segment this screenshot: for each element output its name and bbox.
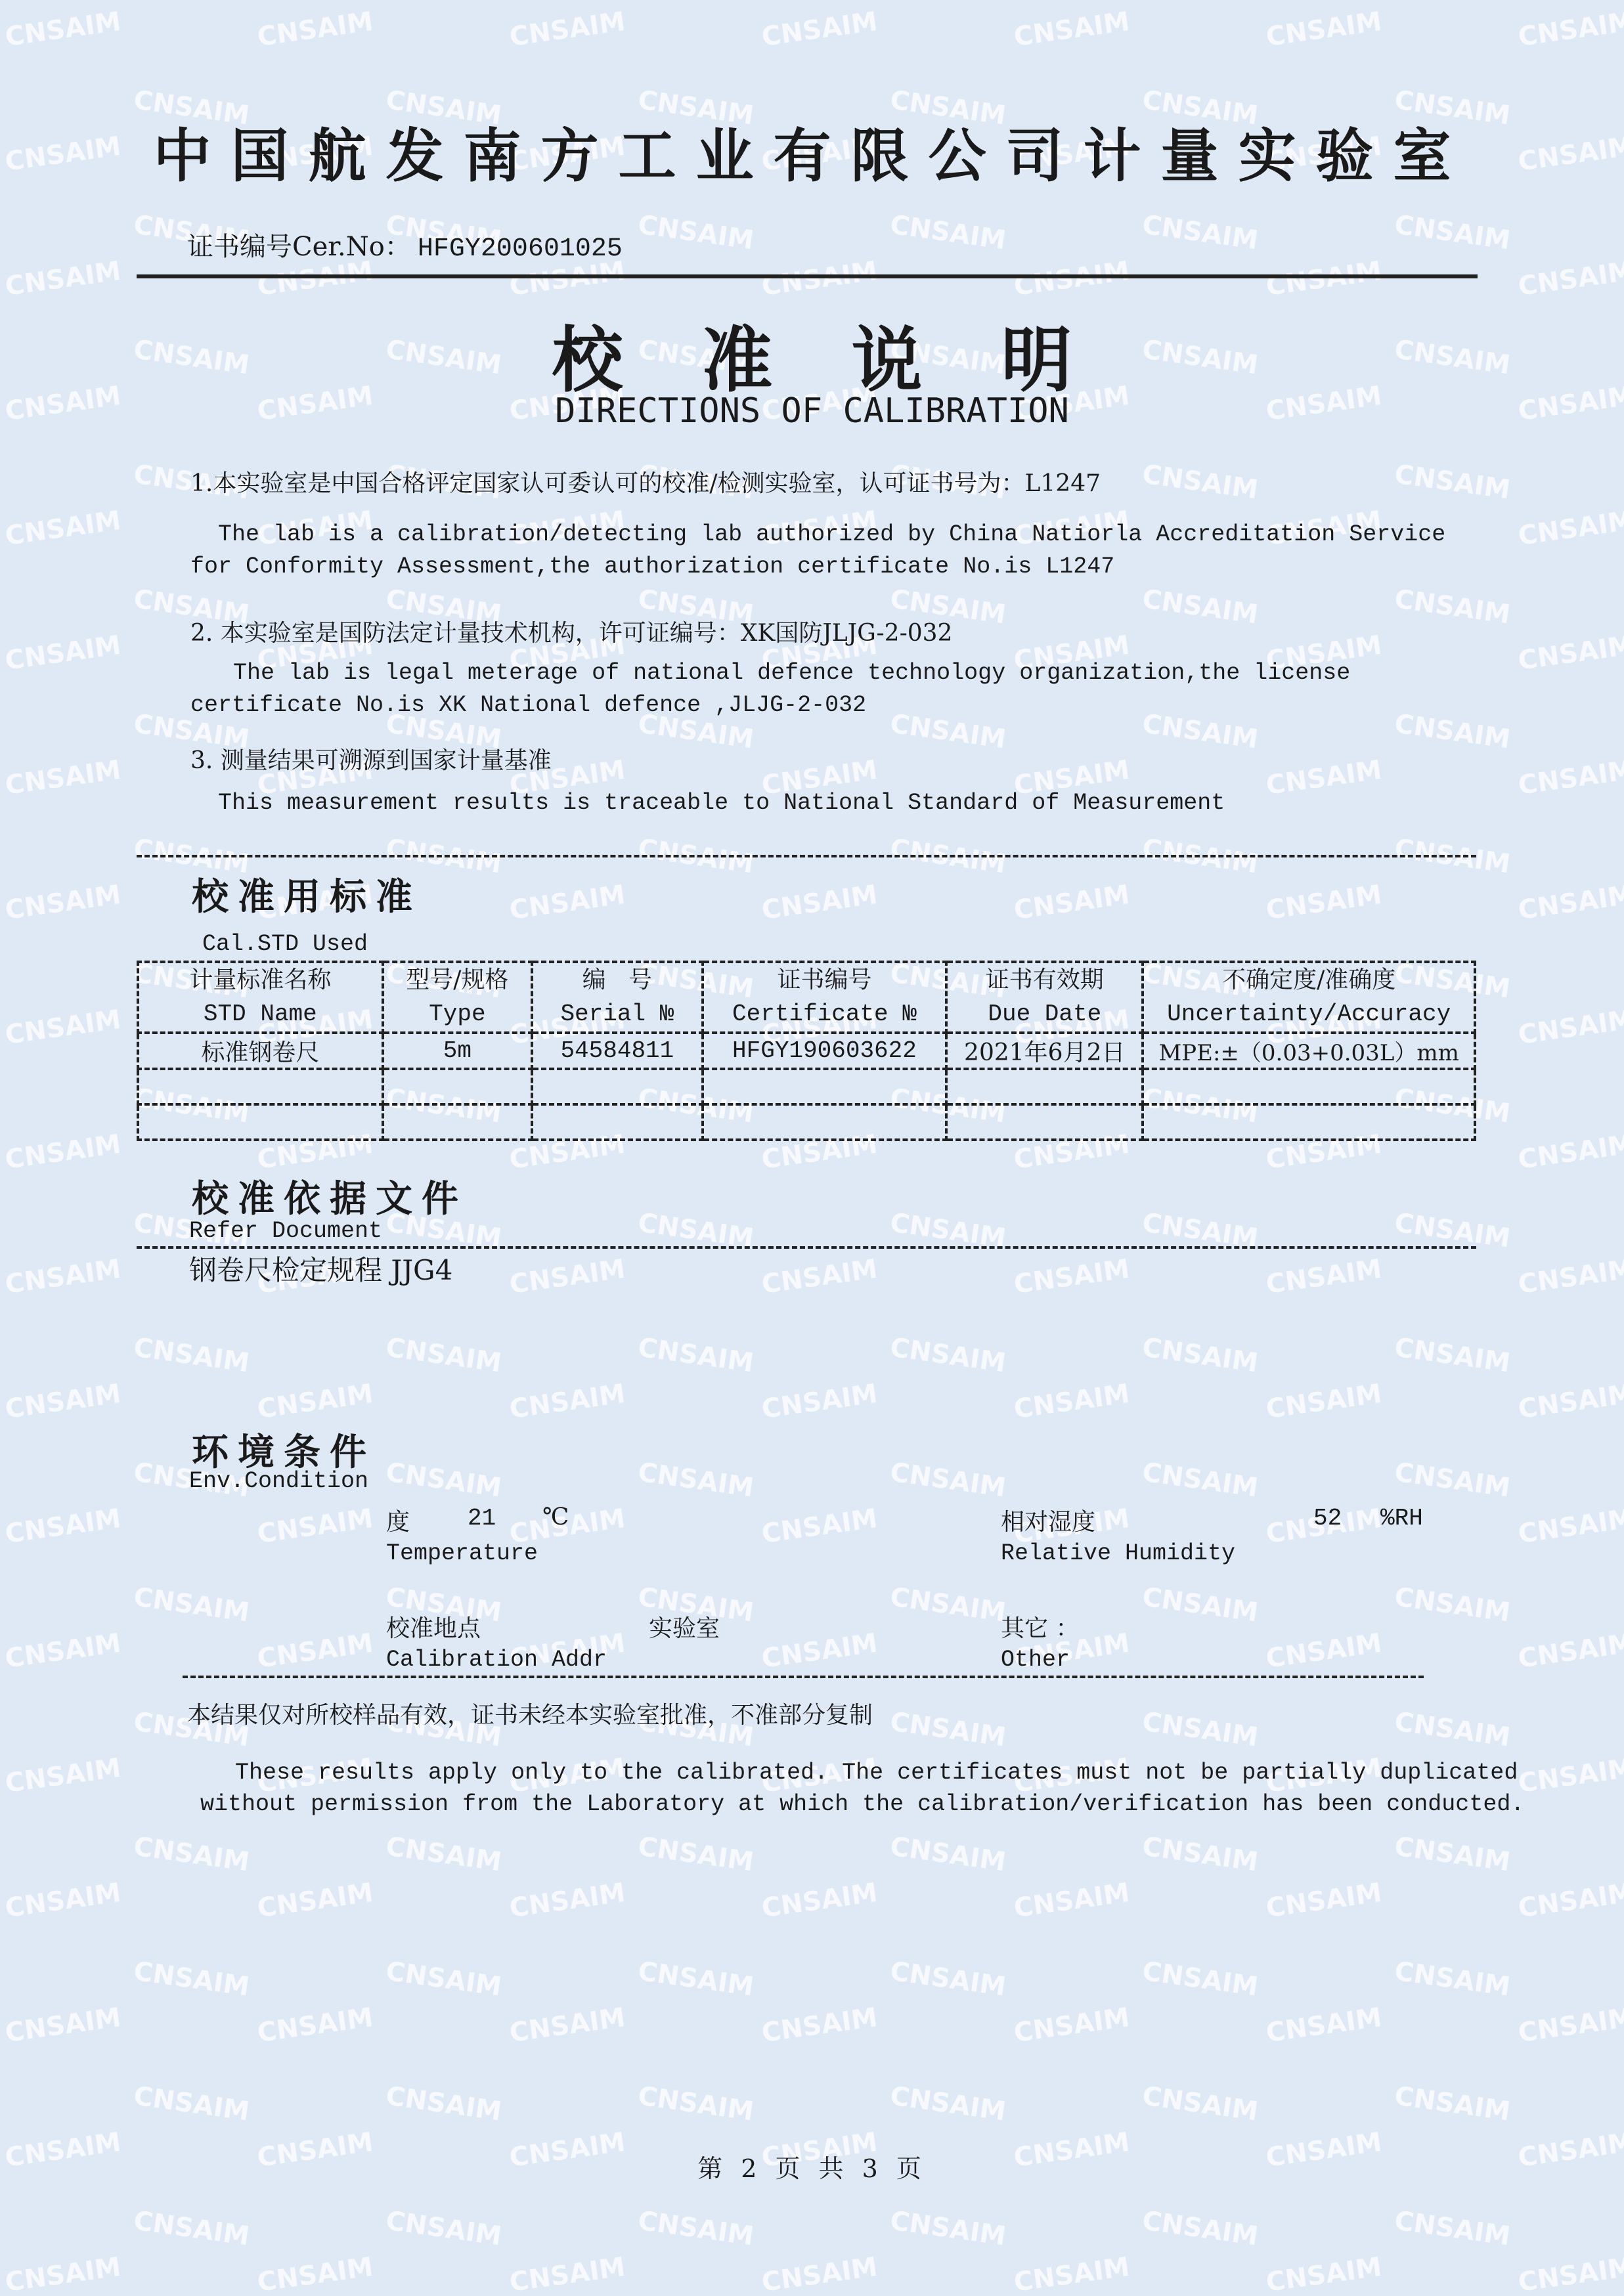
statement-2-zh: 2. 本实验室是国防法定计量技术机构，许可证编号：XK国防JLJG-2-032: [190, 620, 953, 647]
env-divider: [183, 1676, 1424, 1678]
cell-type: 5m: [383, 1033, 532, 1069]
col-uncertainty: 不确定度/准确度 Uncertainty/Accuracy: [1143, 962, 1475, 1033]
section-divider: [137, 855, 1476, 857]
temperature-label-zh: 度: [386, 1509, 410, 1536]
statement-1-en-line1: The lab is a calibration/detecting lab authorized by China Natiorla Accreditation Service: [218, 521, 1446, 548]
other-label-zh: 其它 ：: [1001, 1615, 1080, 1642]
col-std-name: 计量标准名称 STD Name: [138, 962, 383, 1033]
document-subtitle: DIRECTIONS OF CALIBRATION: [555, 391, 1069, 431]
statement-3-zh: 3. 测量结果可溯源到国家计量基准: [190, 747, 552, 774]
document-title: 校准说明: [552, 319, 1151, 402]
cert-no-value: HFGY200601025: [417, 234, 623, 264]
std-section-title: 校准用标准: [192, 875, 422, 919]
env-section-title: 环境条件: [192, 1431, 376, 1474]
temperature-label-en: Temperature: [386, 1540, 538, 1567]
header-divider: [137, 274, 1478, 278]
std-section-subtitle: Cal.STD Used: [202, 931, 368, 957]
col-certificate: 证书编号 Certificate №: [703, 962, 947, 1033]
humidity-label-en: Relative Humidity: [1001, 1540, 1236, 1567]
statement-1-en-line2: for Conformity Assessment,the authorization certificate No.is L1247: [190, 553, 1115, 580]
humidity-unit: %RH: [1380, 1505, 1423, 1532]
address-value: 实验室: [649, 1615, 720, 1642]
ref-section-title: 校准依据文件: [192, 1177, 468, 1221]
table-row-empty: [138, 1069, 1475, 1104]
col-due-date: 证书有效期 Due Date: [946, 962, 1143, 1033]
humidity-label-zh: 相对湿度: [1001, 1509, 1096, 1536]
temperature-value: 21: [468, 1505, 496, 1532]
table-row-empty: [138, 1104, 1475, 1140]
cell-due-date: 2021年6月2日: [946, 1033, 1143, 1069]
certificate-number: [187, 226, 623, 264]
temperature-unit: ℃: [542, 1504, 569, 1530]
col-serial: 编 号 Serial №: [532, 962, 703, 1033]
other-label-en: Other: [1001, 1647, 1070, 1673]
cert-no-label: 证书编号Cer.No：: [187, 232, 411, 262]
cell-uncertainty: MPE:±（0.03+0.03L）mm: [1143, 1033, 1475, 1069]
env-section-subtitle: Env.Condition: [189, 1468, 369, 1494]
ref-document: 钢卷尺检定规程 JJG4: [189, 1254, 453, 1286]
notice-en-line1: These results apply only to the calibrated. The certificates must not be partially duplicated: [235, 1760, 1518, 1786]
address-label-en: Calibration Addr: [386, 1647, 607, 1673]
statement-3-en: This measurement results is traceable to National Standard of Measurement: [218, 790, 1225, 816]
notice-zh: 本结果仅对所校样品有效，证书未经本实验室批准，不准部分复制: [187, 1702, 873, 1729]
humidity-value: 52: [1313, 1505, 1342, 1532]
notice-en-line2: without permission from the Laboratory at which the calibration/verification has been conducted.: [200, 1791, 1525, 1817]
organization-title: 中国航发南方工业有限公司计量实验室: [153, 121, 1471, 190]
page-number: 第 2 页 共 3 页: [697, 2154, 927, 2183]
statement-1-zh: 1.本实验室是中国合格评定国家认可委认可的校准/检测实验室，认可证书号为：L1247: [190, 470, 1101, 497]
col-type: 型号/规格 Type: [383, 962, 532, 1033]
address-label-zh: 校准地点: [386, 1615, 481, 1642]
cell-serial: 54584811: [532, 1033, 703, 1069]
statement-2-en-line1: The lab is legal meterage of national defence technology organization,the license: [233, 660, 1351, 686]
ref-section-subtitle: Refer Document: [189, 1218, 383, 1244]
standards-table: [137, 961, 1476, 1141]
cell-certificate: HFGY190603622: [703, 1033, 947, 1069]
cell-std-name: 标准钢卷尺: [138, 1033, 383, 1069]
table-row: [138, 1033, 1475, 1069]
statement-2-en-line2: certificate No.is XK National defence ,JLJG-2-032: [190, 692, 867, 718]
table-header-row: [138, 962, 1475, 1033]
